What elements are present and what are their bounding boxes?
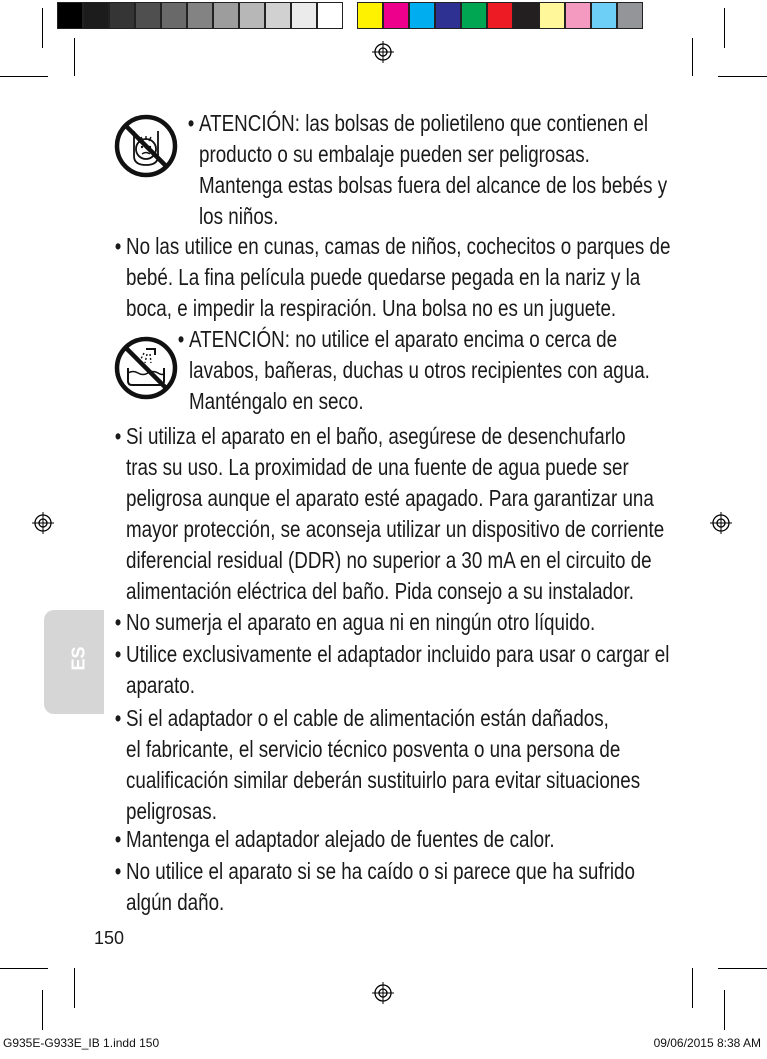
text-line: ATENCIÓN: no utilice el aparato encima o cerca de — [189, 326, 618, 352]
color-swatch — [539, 2, 565, 29]
bullet-cribs — [114, 231, 671, 324]
color-swatch — [591, 2, 617, 29]
text-line: diferencial residual (DDR) no superior a 30 mA en el circuito de — [126, 547, 652, 573]
color-swatch — [487, 2, 513, 29]
registration-mark-icon — [710, 512, 732, 534]
bullet-adapter-only — [114, 639, 670, 701]
text-line: peligrosas. — [126, 798, 217, 824]
text-line: bebé. La fina película puede quedarse pegada en la nariz y la — [126, 264, 641, 290]
text-line: alimentación eléctrica del baño. Pida consejo a su instalador. — [126, 578, 634, 604]
text-line: cualificación similar deberán sustituirlo para evitar situaciones — [126, 767, 641, 793]
slug-date: 09/06/2015 8:38 AM — [653, 1036, 761, 1050]
bullet: • — [177, 326, 185, 352]
bullet: • — [114, 858, 122, 884]
bullet-damaged — [114, 703, 641, 827]
gray-swatch — [187, 2, 213, 29]
color-swatch — [513, 2, 539, 29]
crop-mark — [718, 76, 767, 77]
crop-mark — [718, 968, 767, 969]
text-line: mayor protección, se aconseja utilizar un dispositivo de corriente — [126, 516, 665, 542]
warning-water — [177, 324, 650, 417]
gray-swatch — [135, 2, 161, 29]
crop-mark — [42, 8, 43, 48]
gray-swatch — [317, 2, 343, 29]
bullet: • — [114, 705, 122, 731]
no-plastic-bag-child-icon — [113, 113, 179, 179]
warning-plastic-bags — [187, 108, 668, 232]
swatch-gap — [343, 2, 357, 29]
bullet: • — [114, 641, 122, 667]
gray-swatch — [239, 2, 265, 29]
crop-mark — [724, 990, 725, 1030]
text-line: los niños. — [199, 203, 279, 229]
bullet-heat — [114, 824, 555, 855]
text-line: Mantenga el adaptador alejado de fuentes de calor. — [126, 826, 555, 852]
crop-mark — [0, 968, 48, 969]
text-line: producto o su embalaje pueden ser peligrosas. — [199, 141, 590, 167]
crop-mark — [0, 76, 48, 77]
page-number: 150 — [94, 928, 125, 948]
color-swatch — [383, 2, 409, 29]
color-swatch — [617, 2, 643, 29]
text-line: Si el adaptador o el cable de alimentación están dañados, — [126, 705, 609, 731]
color-swatch — [435, 2, 461, 29]
slug-file: G935E-G933E_IB 1.indd 150 — [3, 1036, 160, 1050]
text-line: peligrosa aunque el aparato esté apagado. Para garantizar una — [126, 485, 654, 511]
color-swatch — [461, 2, 487, 29]
registration-mark-icon — [372, 41, 394, 63]
registration-mark-icon — [32, 512, 54, 534]
bullet: • — [114, 423, 122, 449]
text-line: ATENCIÓN: las bolsas de polietileno que contienen el — [199, 110, 649, 136]
crop-mark — [692, 968, 693, 1008]
text-line: Manténgalo en seco. — [189, 388, 364, 414]
gray-swatch — [57, 2, 83, 29]
crop-mark — [42, 990, 43, 1030]
text-line: lavabos, bañeras, duchas u otros recipientes con agua. — [189, 357, 650, 383]
text-line: Si utiliza el aparato en el baño, asegúrese de desenchufarlo — [126, 423, 626, 449]
text-line: algún daño. — [126, 889, 225, 915]
color-swatch — [565, 2, 591, 29]
bullet: • — [187, 110, 195, 136]
gray-swatch — [83, 2, 109, 29]
text-line: el fabricante, el servicio técnico posventa o una persona de — [126, 736, 621, 762]
bullet: • — [114, 609, 122, 635]
color-swatch — [357, 2, 383, 29]
crop-mark — [74, 38, 75, 76]
bullet-bathroom — [114, 421, 665, 607]
no-water-bath-icon — [113, 335, 179, 401]
language-tab-label: ES — [68, 646, 89, 671]
text-line: Utilice exclusivamente el adaptador incluido para usar o cargar el — [126, 641, 670, 667]
bullet-dropped — [114, 856, 635, 918]
text-line: Mantenga estas bolsas fuera del alcance de los bebés y — [199, 172, 668, 198]
color-swatch — [409, 2, 435, 29]
gray-swatch — [265, 2, 291, 29]
crop-mark — [724, 8, 725, 48]
color-calibration-bar — [57, 2, 643, 29]
text-line: No utilice el aparato si se ha caído o si parece que ha sufrido — [126, 858, 635, 884]
bullet-submerge — [114, 607, 596, 638]
gray-swatch — [109, 2, 135, 29]
bullet: • — [114, 233, 122, 259]
text-line: boca, e impedir la respiración. Una bolsa no es un juguete. — [126, 295, 617, 321]
gray-swatch — [161, 2, 187, 29]
registration-mark-icon — [372, 982, 394, 1004]
bullet: • — [114, 826, 122, 852]
text-line: No las utilice en cunas, camas de niños, cochecitos o parques de — [126, 233, 671, 259]
gray-swatch — [213, 2, 239, 29]
text-line: tras su uso. La proximidad de una fuente de agua puede ser — [126, 454, 629, 480]
text-line: aparato. — [126, 672, 195, 698]
text-line: No sumerja el aparato en agua ni en ningún otro líquido. — [126, 609, 596, 635]
crop-mark — [74, 968, 75, 1008]
gray-swatch — [291, 2, 317, 29]
crop-mark — [692, 38, 693, 76]
